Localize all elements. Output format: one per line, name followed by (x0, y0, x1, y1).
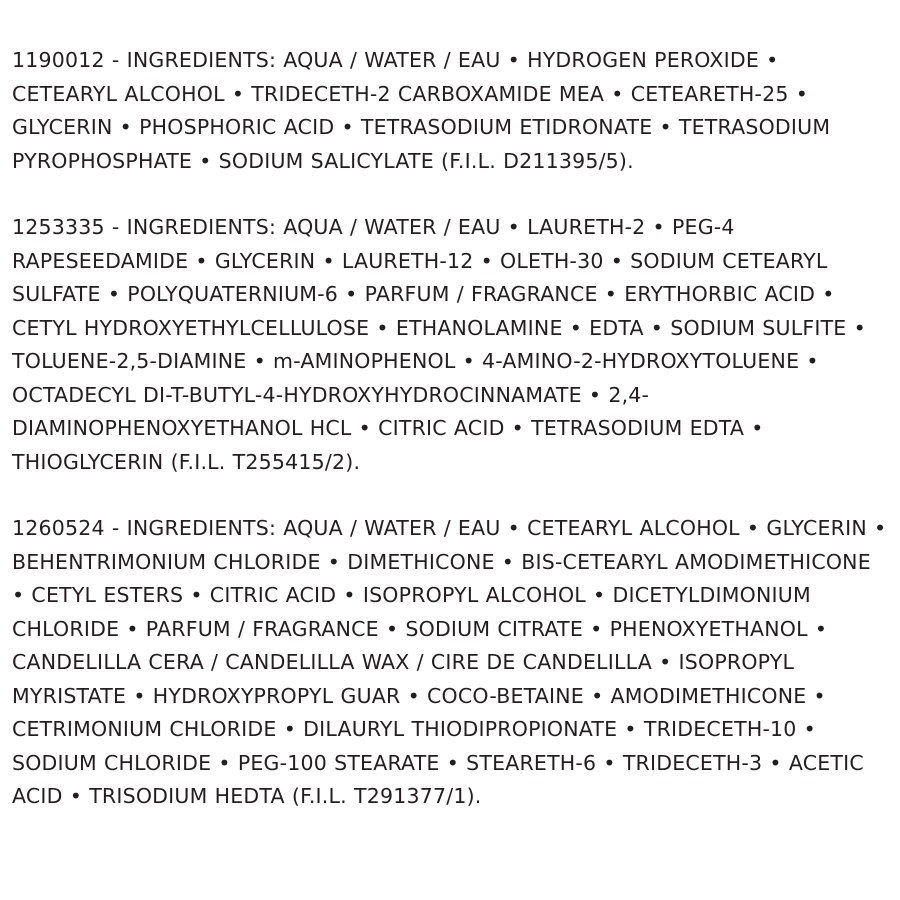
ingredients-paragraph-1: 1190012 - INGREDIENTS: AQUA / WATER / EAU • HYDROGEN PEROXIDE • CETEARYL ALCOHOL • TRIDECETH-2 CARBOXAMIDE MEA • CETEARETH-25 • GLYCERIN • PHOSPHORIC ACID • TETRASODIUM ETIDRONATE • TETRASODIUM PYROPHOSPHATE • SODIUM SALICYLATE (F.I.L. D211395/5). (12, 48, 831, 173)
ingredients-paragraph-3: 1260524 - INGREDIENTS: AQUA / WATER / EAU • CETEARYL ALCOHOL • GLYCERIN • BEHENTRIMONIUM CHLORIDE • DIMETHICONE • BIS-CETEARYL AMODIMETHICONE • CETYL ESTERS • CITRIC ACID • ISOPROPYL ALCOHOL • DICETYLDIMONIUM CHLORIDE • PARFUM / FRAGRANCE • SODIUM CITRATE • PHENOXYETHANOL • CANDELILLA CERA / CANDELILLA WAX / CIRE DE CANDELILLA • ISOPROPYL MYRISTATE • HYDROXYPROPYL GUAR • COCO-BETAINE • AMODIMETHICONE • CETRIMONIUM CHLORIDE • DILAURYL THIODIPROPIONATE • TRIDECETH-10 • SODIUM CHLORIDE • PEG-100 STEARATE • STEARETH-6 • TRIDECETH-3 • ACETIC ACID • TRISODIUM HEDTA (F.I.L. T291377/1). (12, 516, 887, 808)
ingredients-paragraph-2: 1253335 - INGREDIENTS: AQUA / WATER / EAU • LAURETH-2 • PEG-4 RAPESEEDAMIDE • GLYCERIN • LAURETH-12 • OLETH-30 • SODIUM CETEARYL SULFATE • POLYQUATERNIUM-6 • PARFUM / FRAGRANCE • ERYTHORBIC ACID • CETYL HYDROXYETHYLCELLULOSE • ETHANOLAMINE • EDTA • SODIUM SULFITE • TOLUENE-2,5-DIAMINE • m-AMINOPHENOL • 4-AMINO-2-HYDROXYTOLUENE • OCTADECYL DI-T-BUTYL-4-HYDROXYHYDROCINNAMATE • 2,4-DIAMINOPHENOXYETHANOL HCL • CITRIC ACID • TETRASODIUM EDTA • THIOGLYCERIN (F.I.L. T255415/2). (12, 215, 866, 474)
